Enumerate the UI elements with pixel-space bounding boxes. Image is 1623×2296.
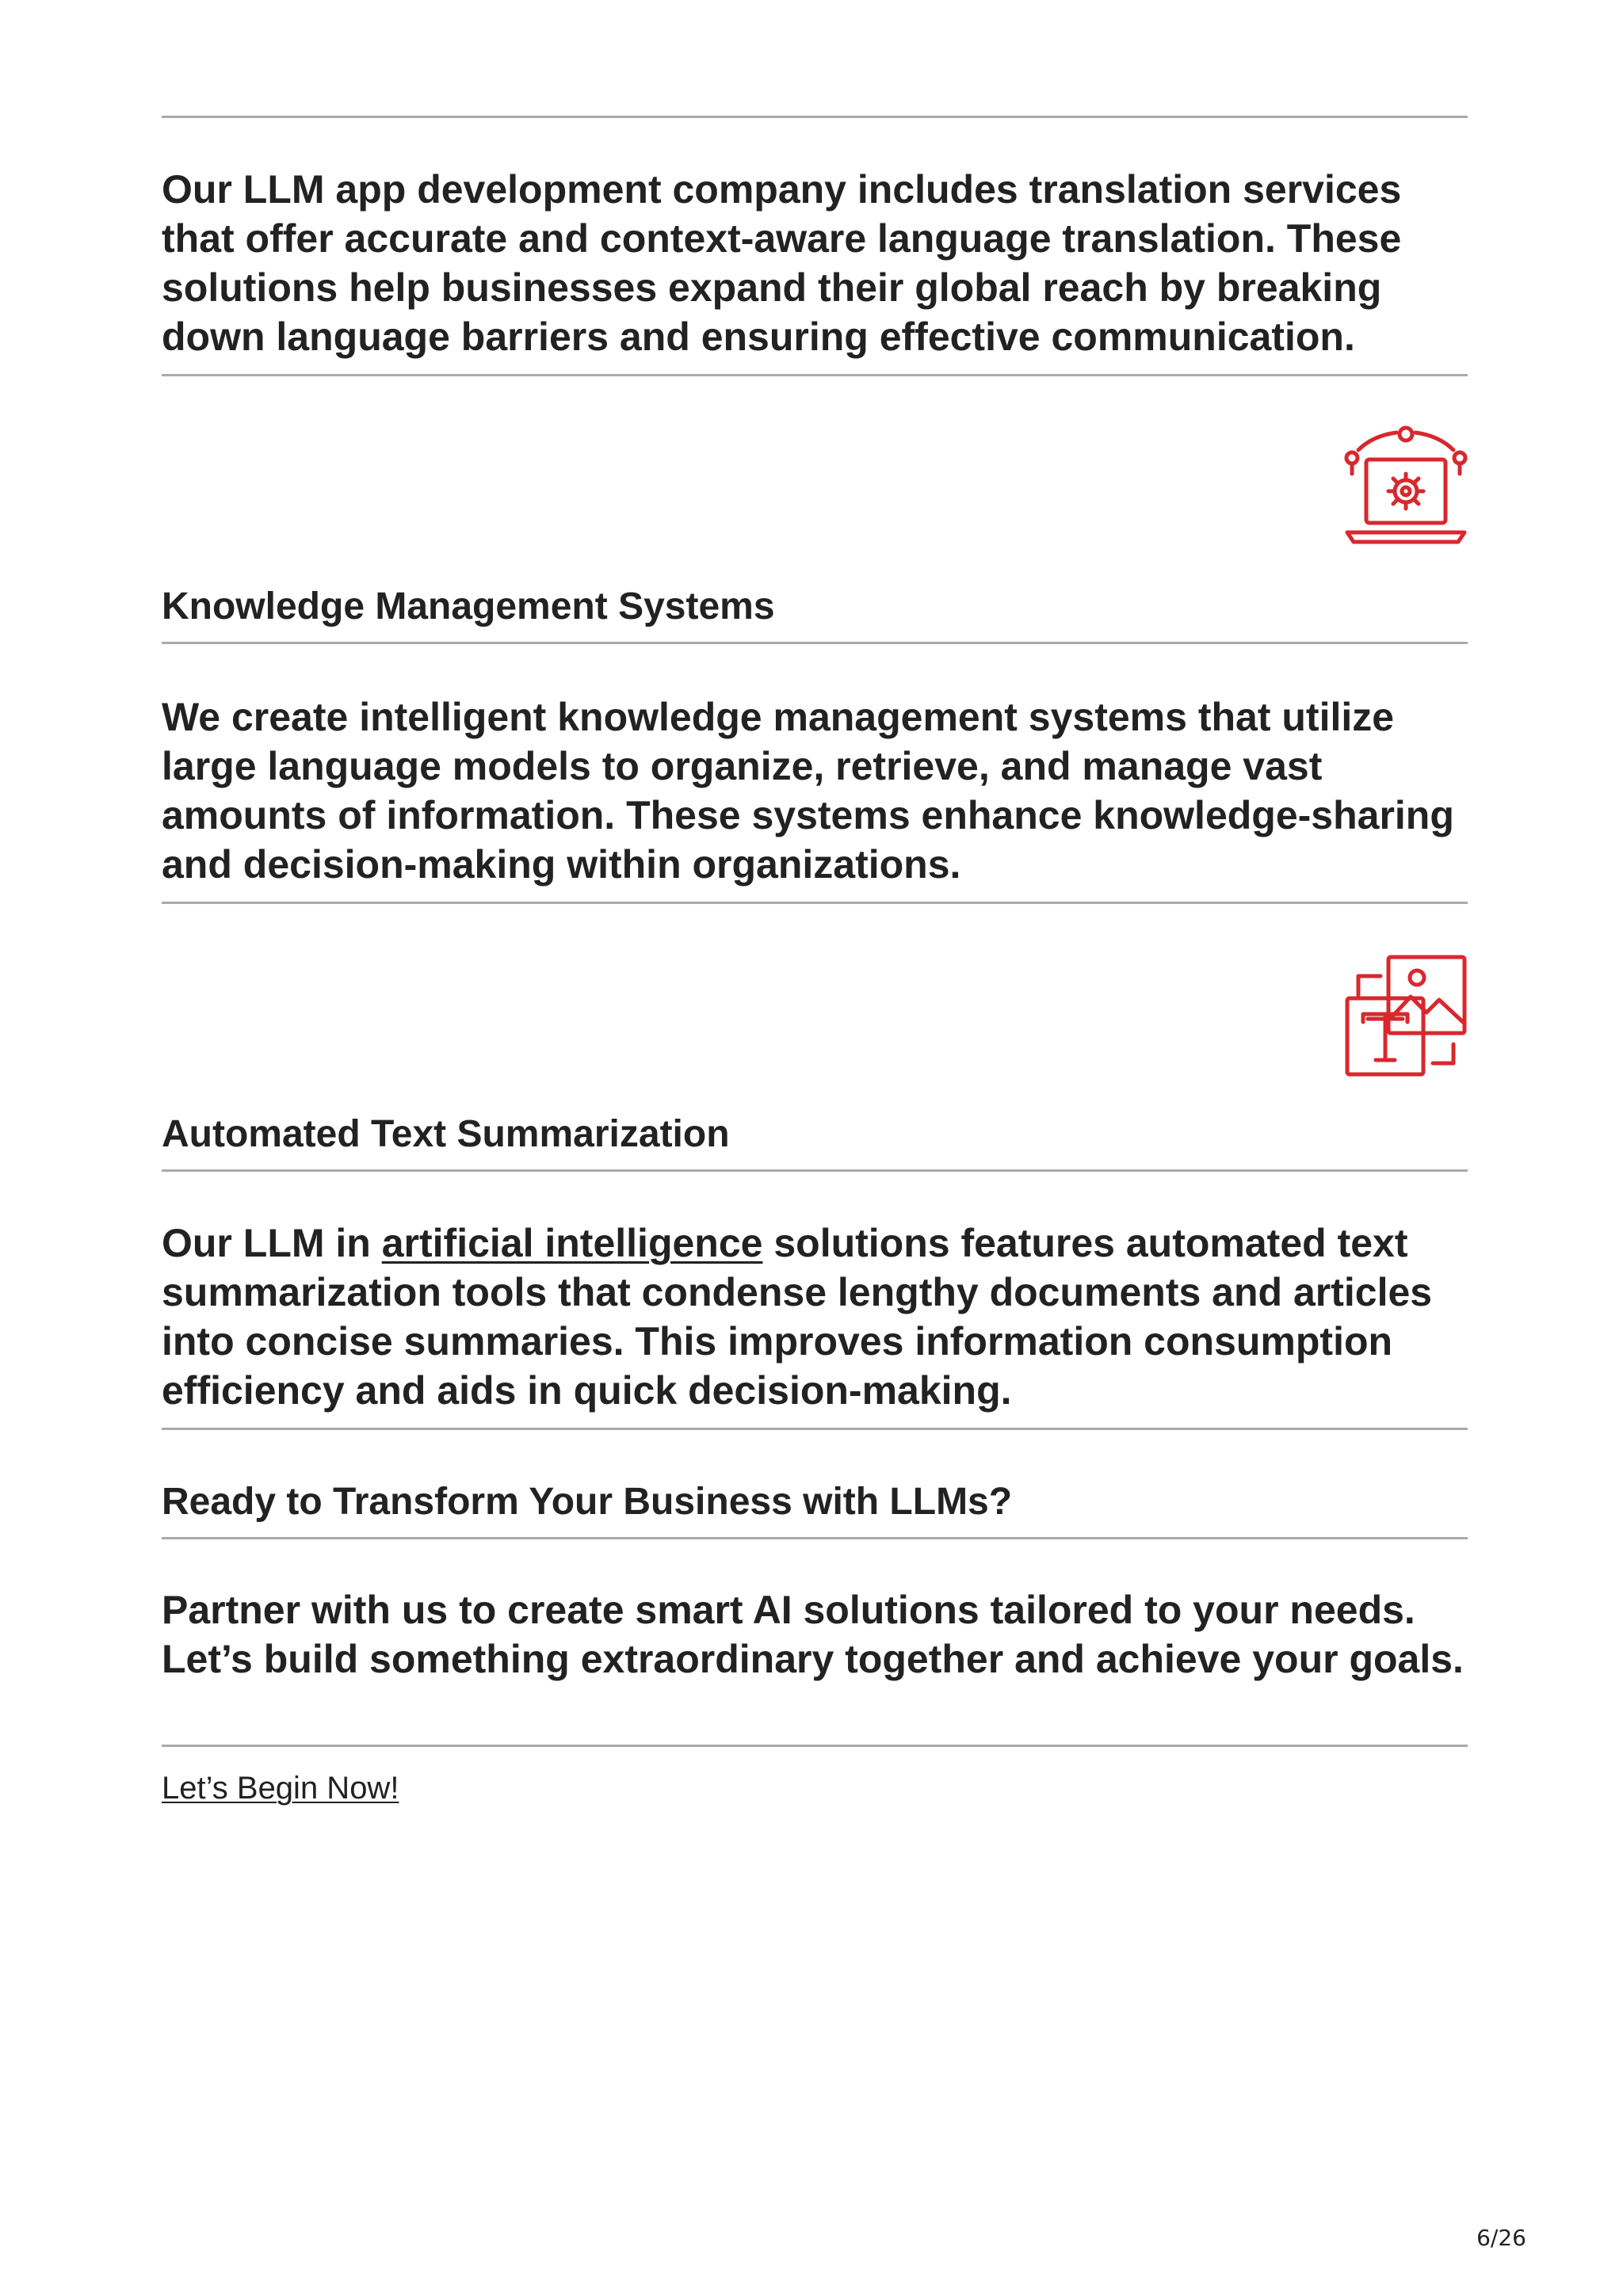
divider xyxy=(162,374,1468,376)
divider xyxy=(162,116,1468,118)
laptop-gear-icon xyxy=(1341,425,1471,551)
knowledge-description: We create intelligent knowledge management systems that utilize large language models to organize, retrieve, and manage vast amounts of information. These systems enhance knowledge-sharing and decision-making within organizations. xyxy=(162,695,1454,887)
divider xyxy=(162,1428,1468,1430)
summarization-title: Automated Text Summarization xyxy=(162,1113,730,1155)
translation-description: Our LLM app development company includes translation services that offer accurate and context-aware language translation. These solutions help businesses expand their global reach by breaking down language barriers and ensuring effective communication. xyxy=(162,167,1402,359)
summarization-description xyxy=(162,1219,1468,1415)
divider xyxy=(162,642,1468,644)
divider xyxy=(162,902,1468,904)
summarization-text-before: Our LLM in xyxy=(162,1221,382,1265)
divider xyxy=(162,1169,1468,1172)
knowledge-title: Knowledge Management Systems xyxy=(162,585,775,627)
cta-title: Ready to Transform Your Business with LLMs? xyxy=(162,1481,1013,1523)
text-image-icon xyxy=(1344,954,1468,1077)
artificial-intelligence-link[interactable]: artificial intelligence xyxy=(381,1221,763,1265)
begin-now-link[interactable]: Let’s Begin Now! xyxy=(162,1771,399,1806)
divider xyxy=(162,1745,1468,1747)
page-number: 6/26 xyxy=(1476,2225,1526,2251)
summarization-text-after: solutions features automated text summarization tools that condense lengthy documents and articles into concise summaries. This improves information consumption efficiency and aids in quick decision-making. xyxy=(162,1221,1433,1413)
cta-description: Partner with us to create smart AI solutions tailored to your needs. Let’s build something extraordinary together and achieve your goals. xyxy=(162,1588,1464,1681)
divider xyxy=(162,1537,1468,1539)
